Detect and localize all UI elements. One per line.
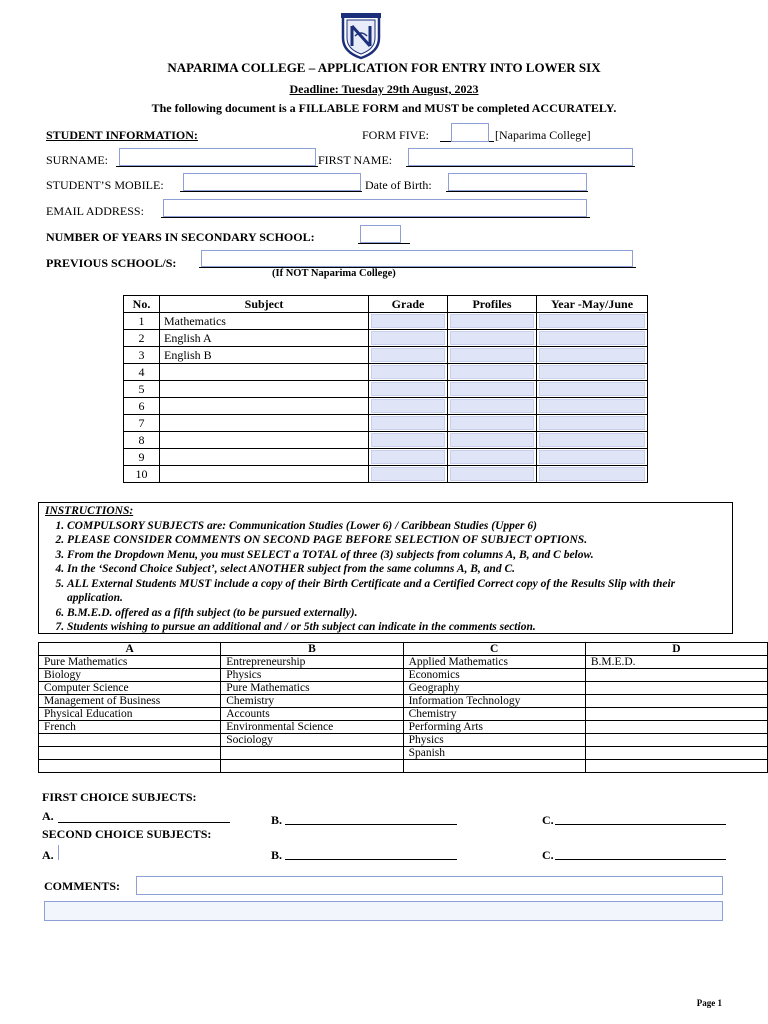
profiles-cell-input[interactable] bbox=[450, 399, 534, 413]
option-cell-d bbox=[585, 734, 767, 747]
option-cell-d bbox=[585, 747, 767, 760]
row-number bbox=[124, 364, 160, 381]
row-number bbox=[124, 466, 160, 483]
option-cell-b: Physics bbox=[221, 669, 403, 682]
second-choice-c-label: C. bbox=[542, 848, 554, 862]
option-cell-a: Biology bbox=[39, 669, 221, 682]
option-cell-a: Pure Mathematics bbox=[39, 656, 221, 669]
grade-cell[interactable] bbox=[369, 466, 448, 483]
options-row bbox=[39, 669, 768, 682]
subject-row bbox=[124, 466, 648, 483]
row-number bbox=[124, 330, 160, 347]
option-cell-a: Physical Education bbox=[39, 708, 221, 721]
options-row bbox=[39, 747, 768, 760]
option-cell-d: B.M.E.D. bbox=[585, 656, 767, 669]
grade-cell[interactable] bbox=[369, 347, 448, 364]
subject-row bbox=[124, 313, 648, 330]
grade-cell-input[interactable] bbox=[371, 399, 445, 413]
instruction-item: 2. PLEASE CONSIDER COMMENTS ON SECOND PAGE BEFORE SELECTION OF SUBJECT OPTIONS. bbox=[67, 533, 726, 548]
subject-row bbox=[124, 449, 648, 466]
profiles-cell-input[interactable] bbox=[450, 416, 534, 430]
second-choice-label: SECOND CHOICE SUBJECTS: bbox=[42, 827, 212, 841]
subject-cell[interactable] bbox=[160, 398, 369, 415]
col-profiles: Profiles bbox=[448, 296, 537, 313]
row-number-text: 8 bbox=[138, 432, 145, 447]
subject-cell[interactable] bbox=[160, 432, 369, 449]
comments-input-line-2[interactable] bbox=[44, 901, 723, 921]
row-number-text: 2 bbox=[138, 330, 145, 345]
previous-school-label: PREVIOUS SCHOOL/S: bbox=[46, 256, 177, 270]
dob-underline bbox=[446, 191, 588, 192]
year-cell-input[interactable] bbox=[539, 348, 645, 362]
grade-cell[interactable] bbox=[369, 415, 448, 432]
col-subject: Subject bbox=[160, 296, 369, 313]
profiles-cell-input[interactable] bbox=[450, 365, 534, 379]
subject-cell-text: Mathematics bbox=[164, 313, 226, 328]
profiles-cell[interactable] bbox=[448, 398, 537, 415]
year-cell[interactable] bbox=[537, 313, 648, 330]
option-cell-a: Computer Science bbox=[39, 682, 221, 695]
option-cell-d bbox=[585, 708, 767, 721]
option-cell-a bbox=[39, 760, 221, 773]
subject-row bbox=[124, 398, 648, 415]
email-input[interactable] bbox=[163, 199, 587, 217]
page-number: Page 1 bbox=[696, 998, 722, 1008]
option-cell-c bbox=[403, 760, 585, 773]
option-cell-c: Economics bbox=[403, 669, 585, 682]
fillable-note: The following document is a FILLABLE FORM and MUST be completed ACCURATELY. bbox=[151, 101, 617, 115]
profiles-cell[interactable] bbox=[448, 313, 537, 330]
profiles-cell[interactable] bbox=[448, 466, 537, 483]
options-header bbox=[39, 643, 768, 656]
option-cell-b bbox=[221, 747, 403, 760]
row-number bbox=[124, 432, 160, 449]
subject-cell[interactable] bbox=[160, 466, 369, 483]
years-input[interactable] bbox=[360, 225, 401, 243]
option-cell-a bbox=[39, 734, 221, 747]
form-five-suffix: [Naparima College] bbox=[495, 128, 591, 142]
row-number-text: 7 bbox=[138, 415, 145, 430]
deadline-text: Deadline: Tuesday 29th August, 2023 bbox=[289, 82, 479, 96]
profiles-cell[interactable] bbox=[448, 415, 537, 432]
profiles-cell-input[interactable] bbox=[450, 450, 534, 464]
grade-cell-input[interactable] bbox=[371, 314, 445, 328]
option-cell-d bbox=[585, 721, 767, 734]
row-number-text: 10 bbox=[135, 466, 148, 481]
grade-cell[interactable] bbox=[369, 381, 448, 398]
grade-cell[interactable] bbox=[369, 449, 448, 466]
comments-input-line-1[interactable] bbox=[136, 876, 723, 895]
subject-cell-text: English B bbox=[164, 347, 212, 362]
grade-cell-input[interactable] bbox=[371, 382, 445, 396]
profiles-cell[interactable] bbox=[448, 381, 537, 398]
option-cell-b: Pure Mathematics bbox=[221, 682, 403, 695]
options-row bbox=[39, 656, 768, 669]
subject-cell[interactable] bbox=[160, 347, 369, 364]
instruction-item: 3. From the Dropdown Menu, you must SELECT a TOTAL of three (3) subjects from columns A, B, and C below. bbox=[67, 548, 726, 563]
year-cell[interactable] bbox=[537, 364, 648, 381]
year-cell[interactable] bbox=[537, 398, 648, 415]
grade-cell-input[interactable] bbox=[371, 433, 445, 447]
first-choice-b-field[interactable] bbox=[285, 824, 457, 825]
options-row bbox=[39, 734, 768, 747]
option-cell-a: French bbox=[39, 721, 221, 734]
col-year: Year -May/June bbox=[537, 296, 648, 313]
row-number-text: 5 bbox=[138, 381, 145, 396]
option-cell-d bbox=[585, 695, 767, 708]
subject-cell[interactable] bbox=[160, 415, 369, 432]
row-number-text: 4 bbox=[138, 364, 145, 379]
surname-label: SURNAME: bbox=[46, 153, 109, 167]
options-row bbox=[39, 708, 768, 721]
subject-row bbox=[124, 330, 648, 347]
col-grade: Grade bbox=[369, 296, 448, 313]
subjects-table bbox=[123, 295, 648, 483]
first-name-input[interactable] bbox=[408, 148, 633, 166]
previous-school-underline bbox=[199, 267, 636, 268]
years-underline bbox=[358, 243, 410, 244]
option-cell-b: Sociology bbox=[221, 734, 403, 747]
row-number bbox=[124, 449, 160, 466]
subject-cell[interactable] bbox=[160, 381, 369, 398]
grade-cell-input[interactable] bbox=[371, 331, 445, 345]
subject-row bbox=[124, 347, 648, 364]
profiles-cell-input[interactable] bbox=[450, 467, 534, 481]
first-choice-a-label: A. bbox=[42, 809, 54, 823]
option-cell-c: Chemistry bbox=[403, 708, 585, 721]
option-cell-b: Environmental Science bbox=[221, 721, 403, 734]
option-cell-c: Spanish bbox=[403, 747, 585, 760]
option-cell-d bbox=[585, 682, 767, 695]
grade-cell-input[interactable] bbox=[371, 467, 445, 481]
college-crest-logo bbox=[337, 12, 385, 60]
year-cell-input[interactable] bbox=[539, 467, 645, 481]
form-five-label: FORM FIVE: bbox=[362, 128, 430, 142]
col-no: No. bbox=[124, 296, 160, 313]
year-cell[interactable] bbox=[537, 330, 648, 347]
year-cell[interactable] bbox=[537, 381, 648, 398]
option-cell-a: Management of Business bbox=[39, 695, 221, 708]
grade-cell-input[interactable] bbox=[371, 365, 445, 379]
subject-cell[interactable] bbox=[160, 313, 369, 330]
mobile-label: STUDENT’S MOBILE: bbox=[46, 178, 164, 192]
form-title: NAPARIMA COLLEGE – APPLICATION FOR ENTRY INTO LOWER SIX bbox=[167, 60, 601, 75]
row-number bbox=[124, 347, 160, 364]
dob-label: Date of Birth: bbox=[365, 178, 432, 192]
comments-label: COMMENTS: bbox=[44, 879, 120, 893]
option-cell-b: Chemistry bbox=[221, 695, 403, 708]
first-choice-label: FIRST CHOICE SUBJECTS: bbox=[42, 790, 197, 804]
option-cell-d bbox=[585, 669, 767, 682]
subject-row bbox=[124, 415, 648, 432]
first-choice-c-label: C. bbox=[542, 813, 554, 827]
first-choice-c-field[interactable] bbox=[555, 824, 726, 825]
mobile-underline bbox=[180, 191, 362, 192]
row-number bbox=[124, 398, 160, 415]
options-col-c: C bbox=[403, 643, 585, 656]
first-name-underline bbox=[406, 166, 635, 167]
instruction-item: 4. In the ‘Second Choice Subject’, select ANOTHER subject from the same columns A, B, and C. bbox=[67, 562, 726, 577]
options-col-b: B bbox=[221, 643, 403, 656]
instruction-item: 5. ALL External Students MUST include a copy of their Birth Certificate and a Certified Correct copy of the Results Slip with their application. bbox=[67, 577, 726, 606]
profiles-cell-input[interactable] bbox=[450, 433, 534, 447]
row-number-text: 9 bbox=[138, 449, 145, 464]
year-cell[interactable] bbox=[537, 415, 648, 432]
row-number bbox=[124, 415, 160, 432]
option-cell-a bbox=[39, 747, 221, 760]
year-cell-input[interactable] bbox=[539, 399, 645, 413]
profiles-cell[interactable] bbox=[448, 449, 537, 466]
grade-cell-input[interactable] bbox=[371, 450, 445, 464]
options-row bbox=[39, 682, 768, 695]
options-row bbox=[39, 760, 768, 773]
year-cell[interactable] bbox=[537, 466, 648, 483]
option-cell-c: Performing Arts bbox=[403, 721, 585, 734]
profiles-cell-input[interactable] bbox=[450, 348, 534, 362]
profiles-cell-input[interactable] bbox=[450, 382, 534, 396]
grade-cell[interactable] bbox=[369, 364, 448, 381]
option-cell-b: Entrepreneurship bbox=[221, 656, 403, 669]
row-number-text: 3 bbox=[138, 347, 145, 362]
instruction-item: 7. Students wishing to pursue an additional and / or 5th subject can indicate in the comments section. bbox=[67, 620, 726, 635]
second-choice-b-field[interactable] bbox=[285, 859, 457, 860]
year-cell-input[interactable] bbox=[539, 433, 645, 447]
profiles-cell-input[interactable] bbox=[450, 314, 534, 328]
option-cell-d bbox=[585, 760, 767, 773]
subject-cell[interactable] bbox=[160, 364, 369, 381]
subjects-table-header bbox=[124, 296, 648, 313]
years-label: NUMBER OF YEARS IN SECONDARY SCHOOL: bbox=[46, 230, 315, 244]
first-name-label: FIRST NAME: bbox=[318, 153, 393, 167]
previous-school-input[interactable] bbox=[201, 250, 633, 267]
subject-row bbox=[124, 364, 648, 381]
surname-input[interactable] bbox=[119, 148, 316, 166]
first-choice-a-field[interactable] bbox=[58, 822, 230, 823]
grade-cell-input[interactable] bbox=[371, 416, 445, 430]
grade-cell[interactable] bbox=[369, 313, 448, 330]
options-row bbox=[39, 721, 768, 734]
row-number bbox=[124, 381, 160, 398]
options-col-d: D bbox=[585, 643, 767, 656]
profiles-cell[interactable] bbox=[448, 347, 537, 364]
subject-options-table bbox=[38, 642, 768, 773]
second-choice-b-label: B. bbox=[271, 848, 283, 862]
instructions-list bbox=[45, 519, 726, 635]
second-choice-c-field[interactable] bbox=[555, 859, 726, 860]
year-cell-input[interactable] bbox=[539, 382, 645, 396]
year-cell-input[interactable] bbox=[539, 450, 645, 464]
second-choice-a-field[interactable] bbox=[58, 845, 61, 860]
first-choice-b-label: B. bbox=[271, 813, 283, 827]
options-row bbox=[39, 695, 768, 708]
option-cell-b: Accounts bbox=[221, 708, 403, 721]
instruction-item: 1. COMPULSORY SUBJECTS are: Communication Studies (Lower 6) / Caribbean Studies (Upper 6) bbox=[67, 519, 726, 534]
subject-cell[interactable] bbox=[160, 449, 369, 466]
option-cell-c: Geography bbox=[403, 682, 585, 695]
subject-row bbox=[124, 381, 648, 398]
grade-cell-input[interactable] bbox=[371, 348, 445, 362]
year-cell-input[interactable] bbox=[539, 331, 645, 345]
option-cell-c: Physics bbox=[403, 734, 585, 747]
email-label: EMAIL ADDRESS: bbox=[46, 204, 144, 218]
row-number-text: 6 bbox=[138, 398, 145, 413]
profiles-cell-input[interactable] bbox=[450, 331, 534, 345]
grade-cell[interactable] bbox=[369, 432, 448, 449]
dob-input[interactable] bbox=[448, 173, 587, 191]
mobile-input[interactable] bbox=[183, 173, 361, 191]
subject-row bbox=[124, 432, 648, 449]
instructions-heading: INSTRUCTIONS: bbox=[45, 505, 134, 517]
option-cell-b bbox=[221, 760, 403, 773]
year-cell-input[interactable] bbox=[539, 314, 645, 328]
grade-cell[interactable] bbox=[369, 398, 448, 415]
surname-underline bbox=[116, 166, 318, 167]
row-number-text: 1 bbox=[138, 313, 145, 328]
year-cell[interactable] bbox=[537, 449, 648, 466]
row-number bbox=[124, 313, 160, 330]
year-cell[interactable] bbox=[537, 347, 648, 364]
year-cell-input[interactable] bbox=[539, 365, 645, 379]
profiles-cell[interactable] bbox=[448, 330, 537, 347]
previous-school-note: (If NOT Naparima College) bbox=[272, 268, 396, 279]
options-col-a: A bbox=[39, 643, 221, 656]
option-cell-c: Applied Mathematics bbox=[403, 656, 585, 669]
grade-cell[interactable] bbox=[369, 330, 448, 347]
instructions-box bbox=[38, 502, 733, 634]
year-cell[interactable] bbox=[537, 432, 648, 449]
subject-cell-text: English A bbox=[164, 330, 212, 345]
email-underline bbox=[161, 217, 590, 218]
profiles-cell[interactable] bbox=[448, 364, 537, 381]
subject-cell[interactable] bbox=[160, 330, 369, 347]
year-cell-input[interactable] bbox=[539, 416, 645, 430]
option-cell-c: Information Technology bbox=[403, 695, 585, 708]
instruction-item: 6. B.M.E.D. offered as a fifth subject (to be pursued externally). bbox=[67, 606, 726, 621]
second-choice-a-label: A. bbox=[42, 848, 54, 862]
profiles-cell[interactable] bbox=[448, 432, 537, 449]
form-five-input[interactable] bbox=[451, 123, 489, 142]
student-info-heading: STUDENT INFORMATION: bbox=[46, 128, 198, 142]
